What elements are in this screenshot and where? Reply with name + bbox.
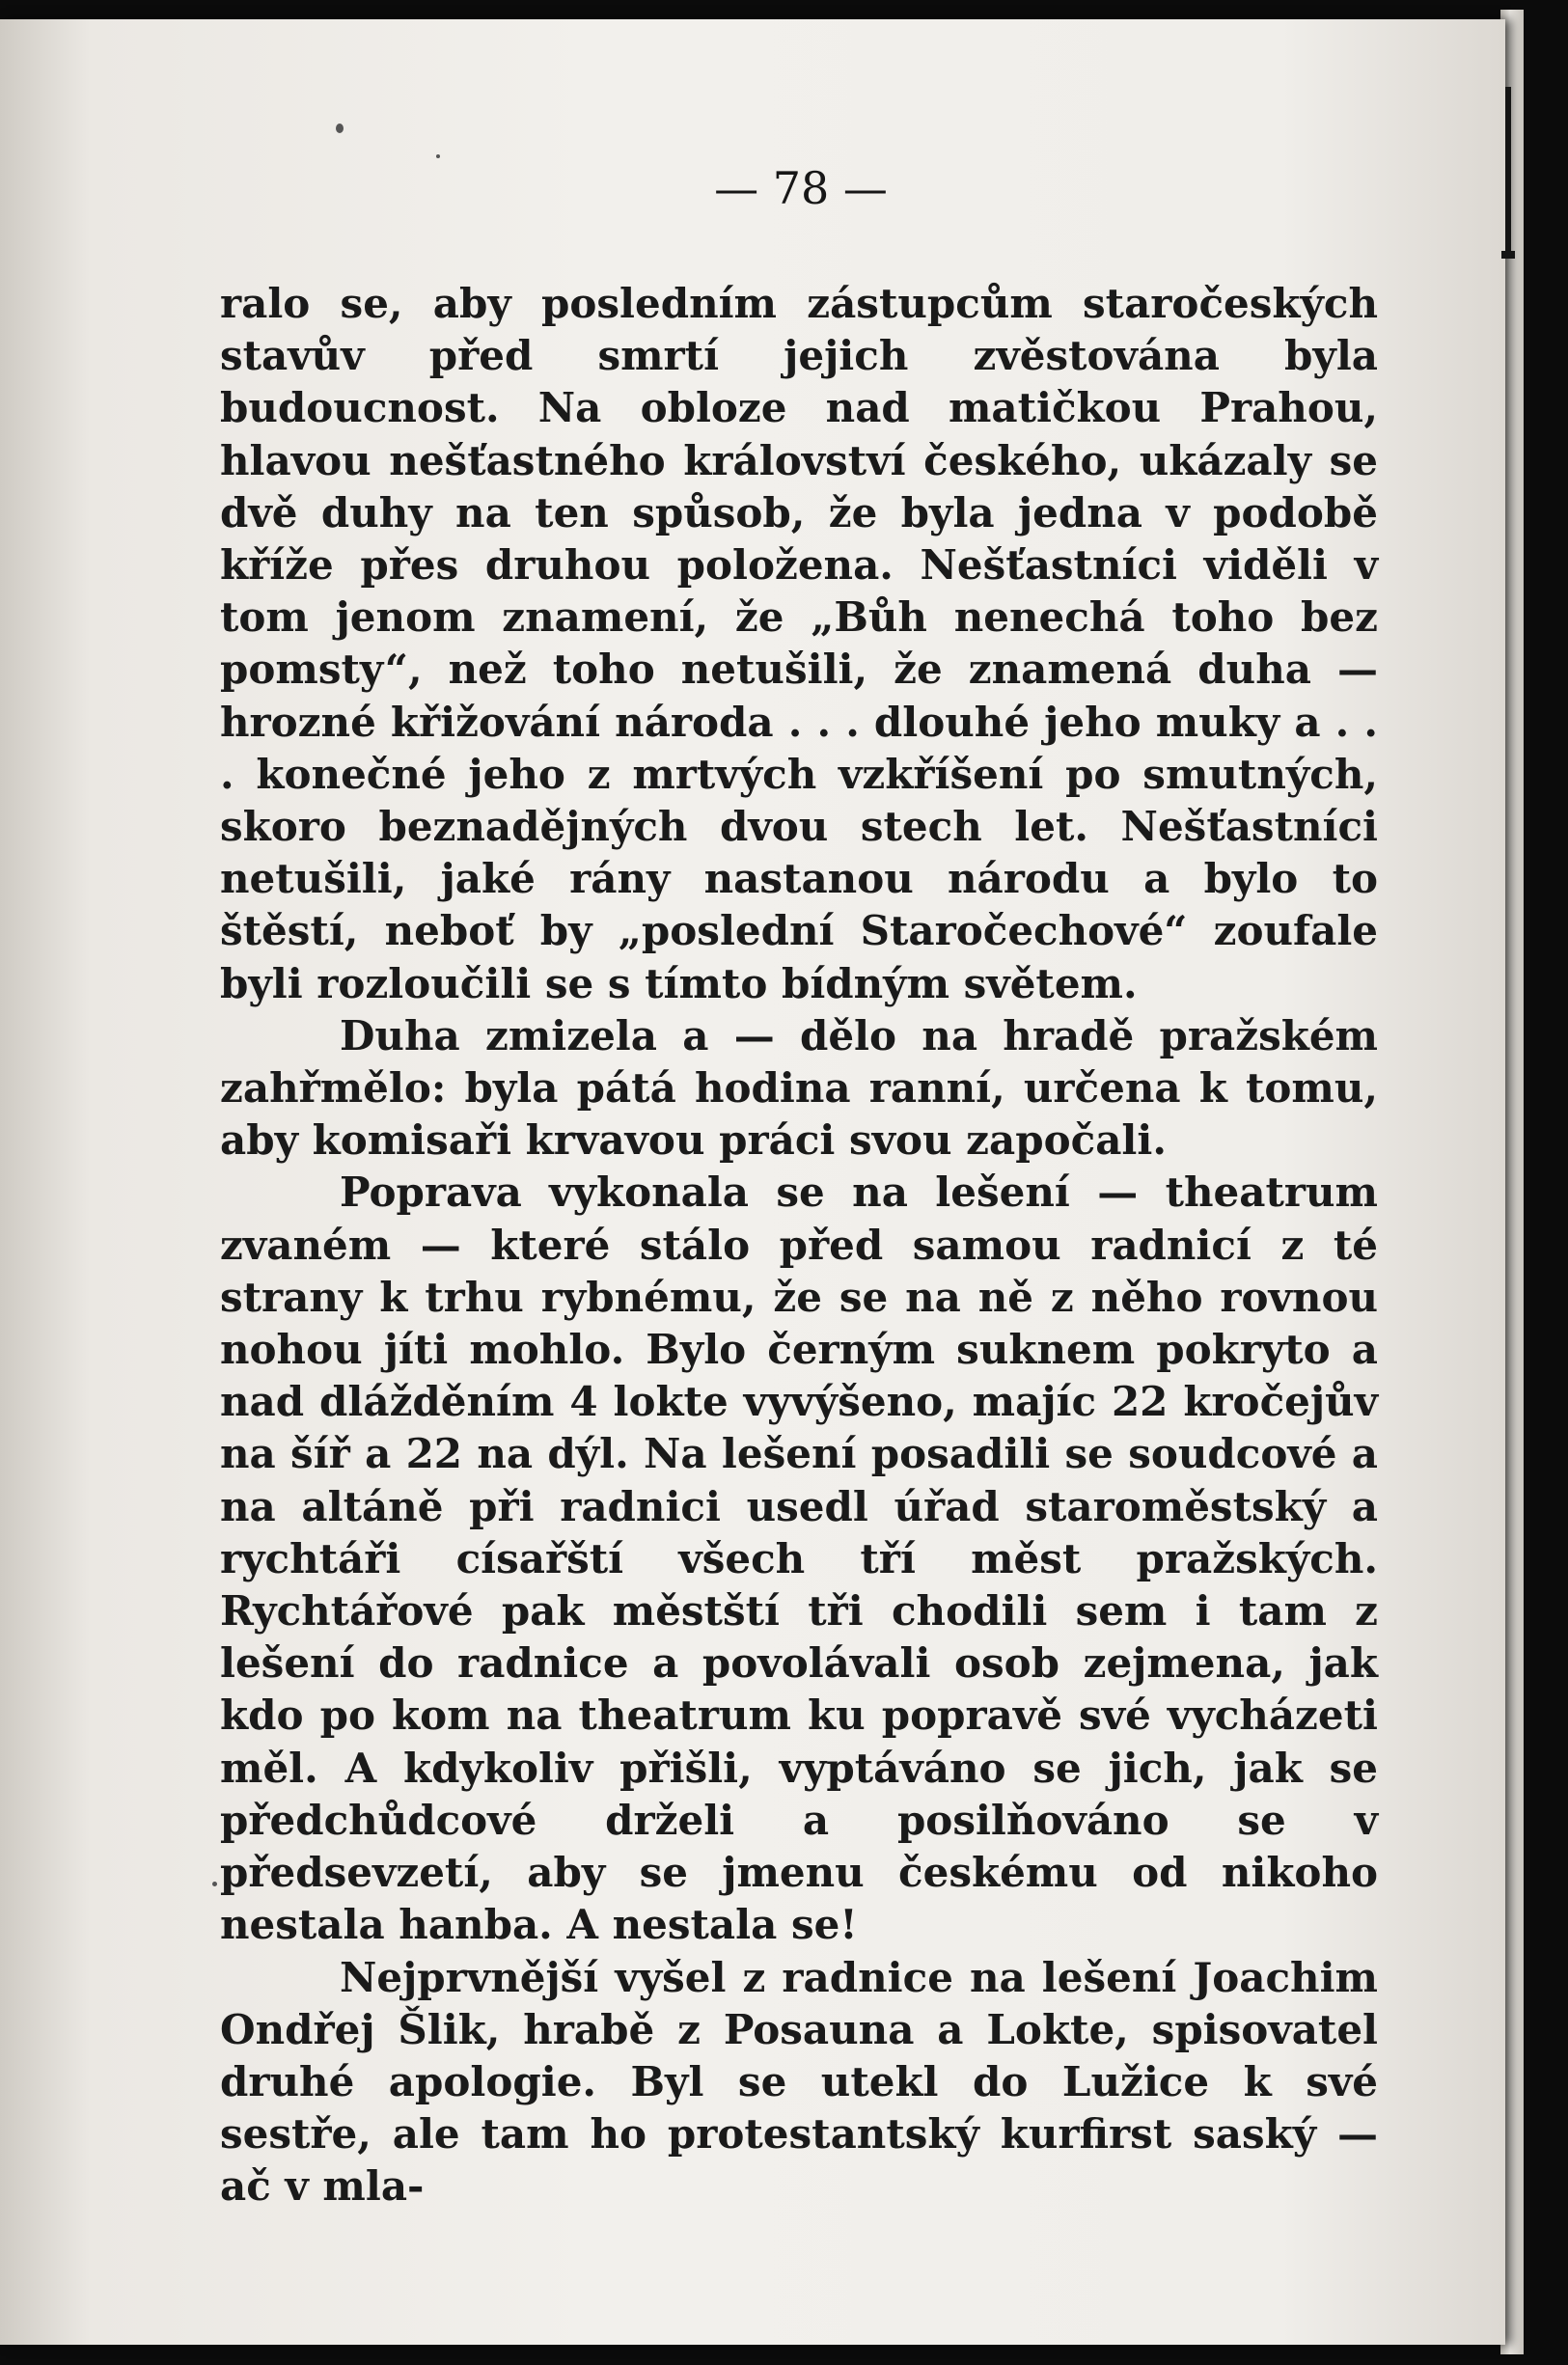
speck [336,124,344,133]
speck [212,1882,217,1886]
paragraph-2: Duha zmizela a — dělo na hradě pražském zahřmělo: byla pátá hodina ranní, určena k tomu, aby komisaři krvavou práci svou započali. [220,1011,1378,1165]
paragraph-1: ralo se, aby posledním zástupcům staročeských stavův před smrtí jejich zvěstována byla budoucnost. Na obloze nad matičkou Prahou, hlavou nešťastného království českého, ukázaly se dvě duhy na ten spůsob, že byla jedna v podobě kříže přes druhou položena. Nešťastníci viděli v tom jenom znamení, že „Bůh nenechá toho bez pomsty“, než toho netušili, že znamená duha — hrozné křižování národa . . . dlouhé jeho muky a . . . konečné jeho z mrtvých vzkříšení po smutných, skoro beznadějných dvou stech let. Nešťastníci netušili, jaké rány nastanou národu a bylo to štěstí, neboť by „poslední Staročechové“ zoufale byli rozloučili se s tímto bídným světem. [220,280,1378,1007]
spine-shadow [1501,251,1515,259]
paragraph-3: Poprava vykonala se na lešení — theatrum zvaném — které stálo před samou radnicí z té strany k trhu rybnému, že se na ně z něho rovnou nohou jíti mohlo. Bylo černým suknem pokryto a nad dlážděním 4 lokte vyvýšeno, majíc 22 kročejův na šíř a 22 na dýl. Na lešení posadili se soudcové a na altáně při radnici usedl úřad staroměstský a rychtáři císařští všech tří měst pražských. Rychtářové pak městští tři chodili sem i tam z lešení do radnice a povolávali osob zejmena, jak kdo po kom na theatrum ku popravě své vycházeti měl. A kdykoliv přišli, vyptáváno se jich, jak se předchůdcové drželi a posilňováno se v předsevzetí, aby se jmenu českému od nikoho nestala hanba. A nestala se! [220,1169,1378,1949]
body-text [220,278,1378,2214]
page-number: — 78 — [714,162,888,214]
spine-shadow [1505,87,1511,251]
paragraph-4: Nejprvnější vyšel z radnice na lešení Joachim Ondřej Šlik, hrabě z Posauna a Lokte, spisovatel druhé apologie. Byl se utekl do Lužice k své sestře, ale tam ho protestantský kurfirst saský — ač v mla- [220,1953,1378,2211]
book-page [0,19,1505,2345]
speck [436,154,440,158]
